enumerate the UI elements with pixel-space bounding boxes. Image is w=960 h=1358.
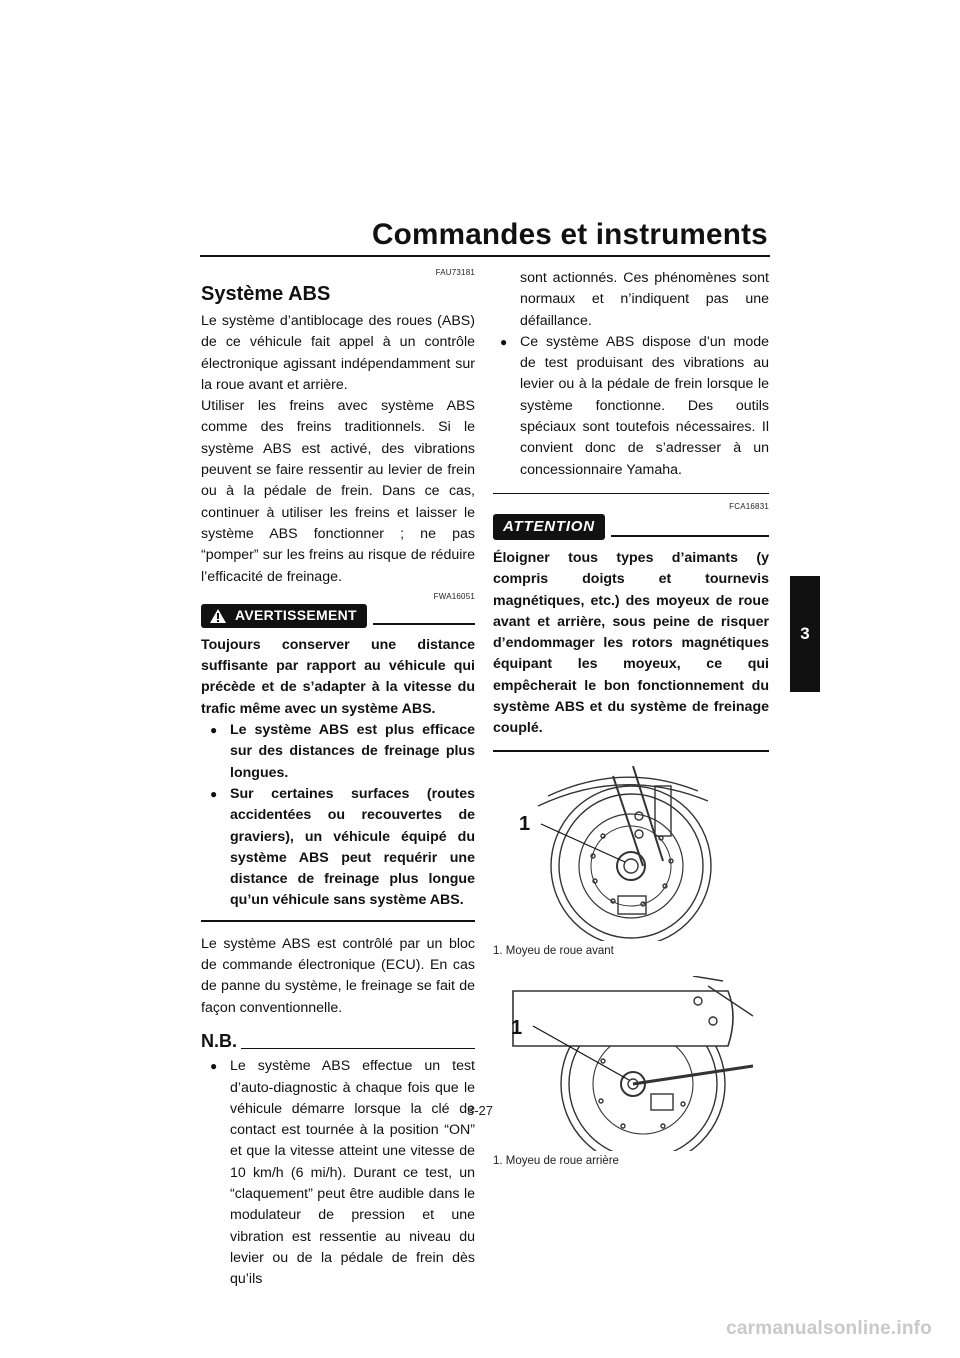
warning-list bbox=[203, 720, 475, 912]
front-wheel-figure bbox=[493, 766, 769, 962]
paragraph: Le système ABS est contrôlé par un bloc de commande électronique (ECU). En cas de panne du système, le freinage se fait de façon conventionnelle. bbox=[201, 935, 475, 1016]
figure-caption: 1. Moyeu de roue avant bbox=[493, 944, 614, 957]
warning-box bbox=[201, 635, 475, 912]
warning-label: AVERTISSEMENT bbox=[235, 607, 357, 624]
list-item: ● Ce système ABS dispose d’un mode de test produisant des vibrations au levier ou à la pédale de frein lorsque le système fonctionne. Des outils spéciaux sont toutefois nécessaires. Il convient donc de s’adresser à un concessionnaire Yamaha. bbox=[493, 332, 769, 481]
reference-code: FWA16051 bbox=[433, 591, 475, 601]
page-title: Commandes et instruments bbox=[372, 218, 768, 251]
page-number: 3-27 bbox=[466, 1103, 494, 1118]
note-rule bbox=[241, 1048, 475, 1049]
note-list bbox=[493, 332, 769, 481]
warning-badge bbox=[201, 604, 367, 628]
header-rule bbox=[200, 255, 770, 257]
note-continuation: sont actionnés. Ces phénomènes sont normaux et n’indiquent pas une défaillance. bbox=[520, 270, 769, 329]
attention-badge bbox=[493, 514, 605, 540]
warning-end-rule bbox=[201, 920, 475, 922]
reference-code: FCA16831 bbox=[729, 501, 769, 511]
paragraph: Utiliser les freins avec système ABS comme des freins traditionnels. Si le système ABS est activé, des vibrations peuvent se faire ressentir au levier de frein ou à la pédale de frein. Dans ce cas, continuer à utiliser les freins et laisser le système ABS fonctionner ; ne pas “pomper” sur les freins au risque de réduire l’efficacité de freinage. bbox=[201, 398, 475, 585]
list-item: ● Sur certaines surfaces (routes accidentées ou recouvertes de graviers), un véhicule équipé du système ABS peut requérir une distance de freinage plus longue qu’un véhicule sans système ABS. bbox=[203, 784, 475, 912]
rear-wheel-figure bbox=[493, 976, 769, 1172]
list-item: ● Le système ABS est plus efficace sur des distances de freinage plus longues. bbox=[203, 720, 475, 784]
note-list bbox=[203, 1056, 475, 1290]
callout-number: 1 bbox=[519, 812, 531, 835]
note-label: N.B. bbox=[201, 1030, 237, 1051]
watermark: carmanualsonline.info bbox=[726, 1318, 932, 1339]
attention-label: ATTENTION bbox=[503, 518, 595, 536]
warning-text: Toujours conserver une distance suffisante par rapport au véhicule qui précède et de s’adapter à la vitesse du trafic même avec un système ABS. bbox=[201, 636, 475, 717]
chapter-tab bbox=[790, 576, 820, 692]
callout-number: 1 bbox=[511, 1016, 523, 1039]
warning-rule bbox=[373, 623, 475, 625]
figure-caption: 1. Moyeu de roue arrière bbox=[493, 1154, 619, 1167]
list-item: ● Le système ABS effectue un test d’auto-diagnostic à chaque fois que le véhicule démarre lorsque la clé de contact est tournée à la position “ON” et que la vitesse atteint une vitesse de 10 km/h (6 mi/h). Durant ce test, un “claquement” peut être audible dans le modulateur de pression et une vibration est ressentie au niveau du levier ou de la pédale de frein dès qu’ils bbox=[203, 1056, 475, 1290]
left-column bbox=[201, 268, 475, 1290]
section-title: Système ABS bbox=[201, 283, 331, 305]
attention-text: Éloigner tous types d’aimants (y compris doigts et tournevis magnétiques, etc.) des moyeux de roue avant et arrière, sous peine de risquer d’endommager les rotors magnétiques équipant les moyeux, ce qui empêcherait le bon fonctionnement du système ABS et du système de freinage couplé. bbox=[493, 549, 769, 737]
attention-header bbox=[493, 514, 769, 540]
attention-end-rule bbox=[493, 750, 769, 752]
note-end-rule bbox=[493, 493, 769, 494]
warning-triangle-icon bbox=[209, 608, 227, 624]
chapter-number: 3 bbox=[800, 624, 810, 643]
rear-wheel-illustration bbox=[493, 976, 769, 1151]
attention-rule bbox=[611, 535, 769, 537]
front-wheel-illustration bbox=[493, 766, 769, 941]
right-column bbox=[493, 268, 769, 1172]
paragraph: Le système d’antiblocage des roues (ABS) de ce véhicule fait appel à un contrôle électronique agissant indépendamment sur la roue avant et arrière. bbox=[201, 313, 475, 393]
callout-leader bbox=[541, 824, 625, 862]
warning-header bbox=[201, 604, 475, 628]
note-header bbox=[201, 1031, 475, 1052]
reference-code: FAU73181 bbox=[435, 268, 475, 277]
